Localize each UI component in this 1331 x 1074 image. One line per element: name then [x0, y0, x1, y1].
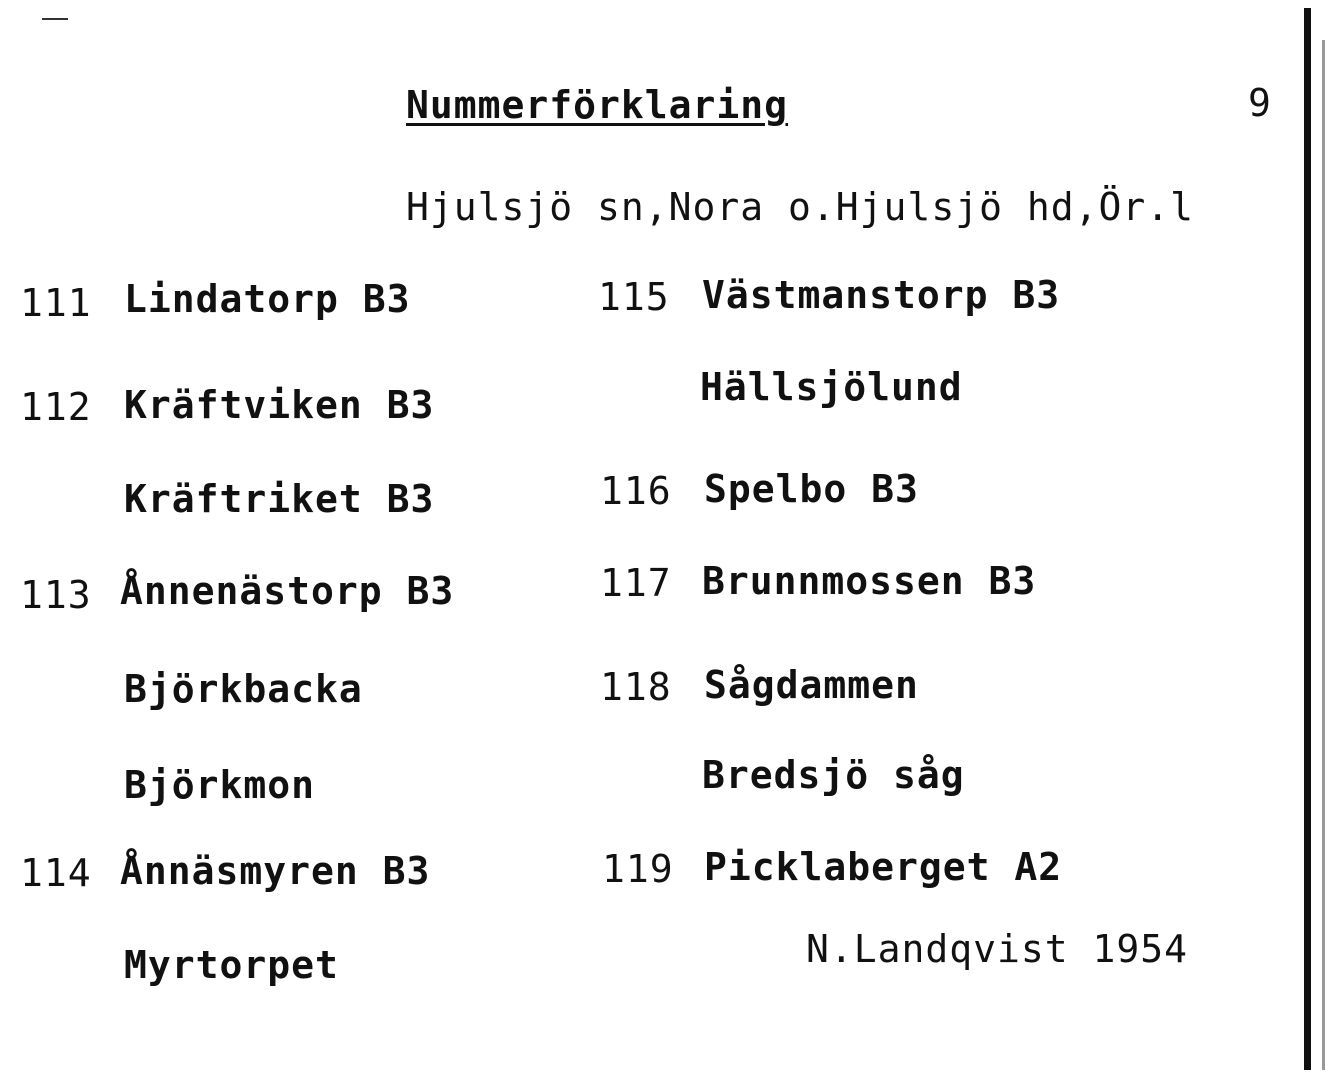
entry-name: Brunnmossen B3	[702, 559, 1037, 603]
entry-number: 113	[20, 573, 92, 617]
page-title: Nummerförklaring	[406, 83, 789, 127]
page-number: 9	[1248, 81, 1272, 125]
entry-number: 118	[600, 665, 672, 709]
entry-number: 112	[20, 385, 92, 429]
entry-name: Bredsjö såg	[702, 753, 965, 797]
entry-name: Spelbo B3	[704, 467, 919, 511]
entry-number: 111	[20, 281, 92, 325]
entry-name: Sågdammen	[704, 663, 919, 707]
entry-number: 117	[600, 561, 672, 605]
entry-name: Björkbacka	[124, 667, 363, 711]
entry-number: 114	[20, 851, 92, 895]
signature: N.Landqvist 1954	[806, 927, 1189, 971]
entry-name: Björkmon	[124, 763, 316, 807]
entry-number: 115	[598, 275, 670, 319]
entry-name: Kräftriket B3	[124, 477, 435, 521]
entry-name: Picklaberget A2	[704, 845, 1063, 889]
entry-name: Ånnäsmyren B3	[120, 849, 431, 893]
scan-speck	[42, 18, 68, 20]
page-subtitle: Hjulsjö sn,Nora o.Hjulsjö hd,Ör.l	[406, 185, 1194, 229]
entry-name: Hällsjölund	[700, 365, 963, 409]
entry-name: Västmanstorp B3	[702, 273, 1061, 317]
entry-name: Ånnenästorp B3	[120, 569, 455, 613]
entry-name: Kräftviken B3	[124, 383, 435, 427]
entry-number: 119	[602, 847, 674, 891]
page-edge-shadow-secondary	[1322, 40, 1325, 1070]
entry-name: Myrtorpet	[124, 943, 339, 987]
entry-name: Lindatorp B3	[124, 277, 411, 321]
entry-number: 116	[600, 469, 672, 513]
page-edge-shadow	[1304, 8, 1311, 1070]
